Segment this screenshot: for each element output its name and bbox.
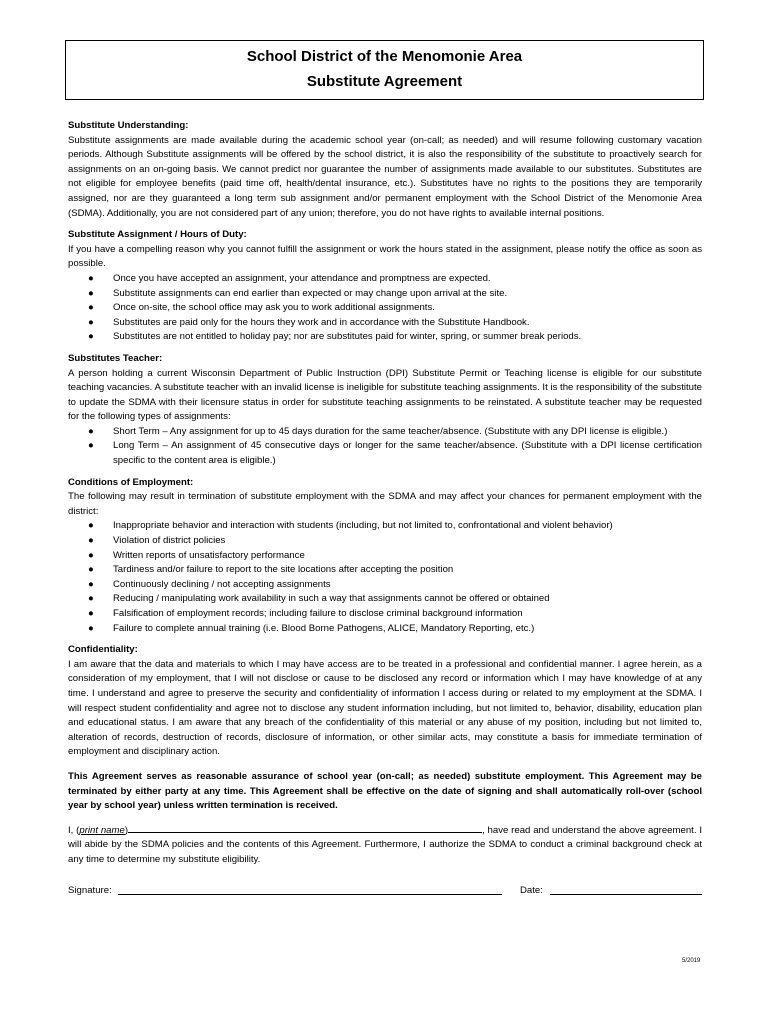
- section-understanding: [68, 119, 702, 221]
- bullet-icon: ●: [88, 593, 94, 605]
- bullet-icon: ●: [88, 287, 94, 299]
- bullet-icon: ●: [88, 302, 94, 314]
- bullet-icon: ●: [88, 608, 94, 619]
- bullet-icon: ●: [88, 535, 94, 547]
- print-name-label: print name: [79, 824, 125, 836]
- bullet-icon: ●: [88, 564, 94, 576]
- list-item: ● Long Term – An assignment of 45 consecutive days or longer for the same teacher/absence. (Substitute with a DPI license certification specific to the content area is eligible.): [88, 440, 702, 467]
- list-item: ● Reducing / manipulating work availability in such a way that assignments cannot be offered or obtained: [68, 592, 702, 607]
- date-label: Date:: [520, 884, 543, 896]
- list-item: ● Violation of district policies: [68, 534, 702, 549]
- section-confidentiality: [68, 643, 702, 760]
- bullet-icon: ●: [88, 622, 94, 634]
- signature-label: Signature:: [68, 884, 112, 896]
- bullet-icon: ●: [88, 549, 94, 561]
- section-conditions: [68, 476, 702, 637]
- section-text: The following may result in termination of substitute employment with the SDMA and may affect your chances for permanent employment with the district:: [68, 491, 702, 517]
- list-item: ● Once on-site, the school office may ask you to work additional assignments.: [68, 301, 702, 316]
- list-item: ● Falsification of employment records; including failure to disclose criminal background information: [68, 607, 702, 622]
- bullet-list: [68, 425, 702, 469]
- list-item: ● Substitutes are not entitled to holiday pay; nor are substitutes paid for winter, spring, or summer break periods.: [68, 330, 702, 345]
- section-text: Substitute assignments are made available during the academic school year (on-call; as needed) and will resume following customary vacation periods. Although Substitute assignments will be offered by the school district, it is also the responsibility of the substitute to proactively search for assignments on an on-going basis. We cannot predict nor guarantee the number of assignments made available to our substitutes. Substitutes are not eligible for employee benefits (paid time off, health/dental insurance, etc.). Substitutes have no rights to the positions they are temporarily assigned, nor are they guaranteed a long term sub assignment and/or permanent employment with the School District of the Menomonie Area (SDMA). Additionally, you are not considered part of any union; therefore, you do not have rights to available internal positions.: [68, 134, 702, 219]
- section-heading: Confidentiality:: [68, 644, 138, 656]
- ack-paren: ): [124, 824, 129, 836]
- list-item: ● Substitute assignments can end earlier than expected or may change upon arrival at the site.: [68, 287, 702, 302]
- list-item: ● Once you have accepted an assignment, your attendance and promptness are expected.: [68, 272, 702, 287]
- bullet-icon: ●: [88, 578, 94, 590]
- title-box: [65, 40, 704, 100]
- agreement-statement: This Agreement serves as reasonable assurance of school year (on-call; as needed) substitute employment. This Agreement may be terminated by either party at any time. This Agreement shall be effective on the date of signing and shall automatically roll-over (school year by school year) unless written termination is received.: [68, 770, 702, 812]
- signature-row: [68, 884, 702, 900]
- print-name-field[interactable]: [128, 823, 482, 833]
- bullet-list: [68, 519, 702, 636]
- section-text: A person holding a current Wisconsin Department of Public Instruction (DPI) Substitute Permit or Teaching license is eligible for our substitute teaching vacancies. A substitute teacher with an invalid license is ineligible for substitute teaching assignments. It is the responsibility of the substitute to update the SDMA with their licensure status in order for substitute teaching assignments to be reinstated. A substitute teacher may be requested for the following types of assignments:: [68, 367, 702, 423]
- list-item: ● Failure to complete annual training (i.e. Blood Borne Pathogens, ALICE, Mandatory Reporting, etc.): [68, 622, 702, 637]
- bullet-icon: ●: [88, 316, 94, 328]
- bullet-list: [68, 272, 702, 345]
- section-assignment: [68, 228, 702, 345]
- district-title: School District of the Menomonie Area: [246, 48, 523, 65]
- document-body: [68, 119, 702, 900]
- date-field[interactable]: [550, 894, 702, 895]
- section-text: If you have a compelling reason why you cannot fulfill the assignment or work the hours stated in the assignment, please notify the office as soon as possible.: [68, 243, 702, 270]
- bullet-icon: ●: [88, 272, 94, 284]
- version-footer: 5/2019: [682, 958, 701, 964]
- section-teacher: [68, 352, 702, 469]
- list-item: ● Inappropriate behavior and interaction with students (including, but not limited to, confrontational and violent behavior): [68, 519, 702, 534]
- ack-prefix: I, (: [68, 824, 80, 836]
- list-item: ● Short Term – Any assignment for up to 45 days duration for the same teacher/absence. (Substitute with any DPI license is eligible.): [68, 425, 702, 440]
- list-item: ● Continuously declining / not accepting assignments: [68, 578, 702, 593]
- list-item: ● Tardiness and/or failure to report to the site locations after accepting the position: [68, 563, 702, 578]
- bullet-icon: ●: [88, 331, 94, 343]
- section-heading: Substitutes Teacher:: [68, 352, 163, 364]
- section-heading: Substitute Assignment / Hours of Duty:: [68, 229, 247, 241]
- list-item: ● Substitutes are paid only for the hours they work and in accordance with the Substitute Handbook.: [68, 316, 702, 331]
- bullet-icon: ●: [88, 520, 94, 532]
- section-heading: Substitute Understanding:: [68, 120, 189, 131]
- section-text: I am aware that the data and materials to which I may have access are to be treated in a professional and confidential manner. I agree herein, as a consideration of my employment, that I will not disclose or cause to be disclosed any record or information which I may have knowledge of at any time. I understand and agree to preserve the security and confidentiality of information I access during or related to my employment at the SDMA. I will respect student confidentiality and agree not to disclose any student information including, but not limited to, behavior, disability, education plan and educational status. I am aware that any breach of the confidentiality of this material or any abuse of my position, including but not limited to, alteration of records, destruction of records, disclosure of information, or other similar acts, may constitute a basis for immediate termination of employment and disciplinary action.: [68, 658, 702, 758]
- section-heading: Conditions of Employment:: [68, 476, 194, 488]
- ack-text: , have read and understand the above agreement. I will abide by the SDMA policies and the contents of this Agreement. Furthermore, I authorize the SDMA to conduct a criminal background check at any time to determine my substitute eligibility.: [68, 824, 703, 865]
- document-title: Substitute Agreement: [306, 73, 463, 90]
- acknowledgement-paragraph: [68, 823, 702, 868]
- signature-field[interactable]: [118, 894, 502, 895]
- bullet-icon: ●: [88, 425, 94, 437]
- bullet-icon: ●: [88, 440, 94, 452]
- list-item: ● Written reports of unsatisfactory performance: [68, 549, 702, 564]
